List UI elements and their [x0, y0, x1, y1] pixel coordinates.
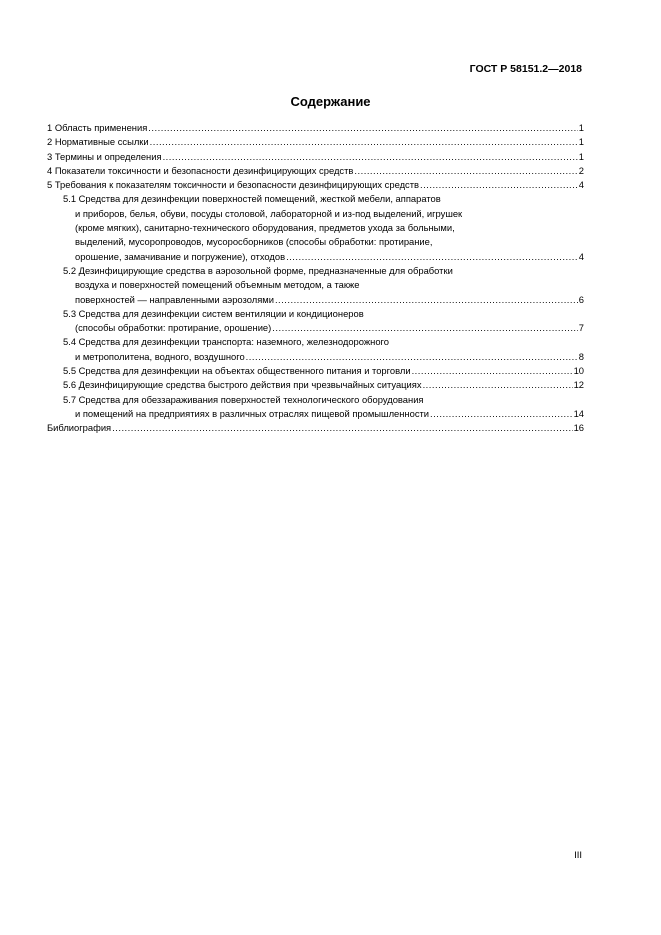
toc-entry-text: и помещений на предприятиях в различных отраслях пищевой промышленности [75, 407, 430, 419]
toc-entry[interactable] [47, 192, 584, 263]
toc-entry-text: 1 Область применения [47, 122, 148, 133]
toc-entry-text: 2 Нормативные ссылки [47, 136, 149, 148]
toc-entry-text: 5.3 Средства для дезинфекции систем вентиляции и кондиционеров [63, 307, 364, 319]
toc-entry-text: и приборов, белья, обуви, посуды столовой, лабораторной и из-под выделений, игрушек [75, 207, 463, 219]
toc-entry[interactable] [47, 150, 584, 164]
toc-page-number: 1 [578, 136, 584, 148]
toc-entry[interactable] [47, 264, 584, 307]
dot-leader [272, 321, 578, 335]
toc-entry-text: 4 Показатели токсичности и безопасности дезинфицирующих средств [47, 164, 354, 176]
toc-entry[interactable] [47, 393, 584, 422]
page-title: Содержание [290, 94, 371, 109]
dot-leader [430, 407, 573, 421]
toc-entry-text: и метрополитена, водного, воздушного [75, 350, 245, 362]
dot-leader [275, 293, 578, 307]
toc-entry-text: 5.4 Средства для дезинфекции транспорта: наземного, железнодорожного [63, 336, 389, 348]
toc-entry-text: 5.7 Средства для обеззараживания поверхностей технологического оборудования [63, 393, 424, 405]
toc-entry-text: орошение, замачивание и погружение), отходов [75, 250, 286, 262]
toc-page-number: 14 [573, 407, 584, 419]
toc-entry[interactable] [47, 307, 584, 336]
document-code: ГОСТ Р 58151.2—2018 [469, 63, 582, 75]
dot-leader [163, 150, 578, 164]
dot-leader [412, 364, 573, 378]
toc-entry-text: (кроме мягких), санитарно-технического оборудования, предметов ухода за больными, [75, 222, 455, 234]
table-of-contents [47, 121, 584, 436]
toc-entry[interactable] [47, 421, 584, 435]
toc-page-number: 1 [578, 122, 584, 133]
toc-page-number: 6 [578, 293, 584, 305]
toc-page-number: 4 [578, 250, 584, 262]
toc-entry[interactable] [47, 335, 584, 364]
dot-leader [354, 164, 577, 178]
toc-entry[interactable] [47, 378, 584, 392]
toc-page-number: 10 [573, 365, 584, 377]
page-number: III [574, 850, 582, 861]
dot-leader [148, 121, 577, 135]
dot-leader [286, 250, 578, 264]
toc-entry-text: Библиография [47, 422, 112, 434]
dot-leader [150, 135, 578, 149]
toc-page-number: 1 [578, 150, 584, 162]
toc-page-number: 12 [573, 379, 584, 391]
toc-entry[interactable] [47, 135, 584, 149]
toc-page-number: 2 [578, 164, 584, 176]
toc-page-number: 7 [578, 322, 584, 334]
toc-entry[interactable] [47, 364, 584, 378]
toc-entry[interactable] [47, 121, 584, 135]
dot-leader [420, 178, 578, 192]
toc-entry[interactable] [47, 178, 584, 192]
toc-entry-text: 5.5 Средства для дезинфекции на объектах общественного питания и торговли [63, 365, 411, 377]
toc-entry[interactable] [47, 164, 584, 178]
toc-page-number: 16 [573, 422, 584, 434]
dot-leader [112, 421, 572, 435]
toc-entry-text: (способы обработки: протирание, орошение) [75, 322, 272, 334]
toc-entry-text: поверхностей — направленными аэрозолями [75, 293, 274, 305]
toc-entry-text: 5.1 Средства для дезинфекции поверхностей помещений, жесткой мебели, аппаратов [63, 193, 441, 205]
toc-entry-text: 5.6 Дезинфицирующие средства быстрого действия при чрезвычайных ситуациях [63, 379, 422, 391]
toc-entry-text: 5.2 Дезинфицирующие средства в аэрозольной форме, предназначенные для обработки [63, 264, 453, 276]
toc-page-number: 4 [578, 179, 584, 191]
dot-leader [246, 350, 578, 364]
toc-entry-text: 5 Требования к показателям токсичности и безопасности дезинфицирующих средств [47, 179, 420, 191]
toc-page-number: 8 [578, 350, 584, 362]
dot-leader [423, 378, 573, 392]
toc-entry-text: воздуха и поверхностей помещений объемным методом, а также [75, 279, 360, 291]
toc-entry-text: выделений, мусоропроводов, мусоросборников (способы обработки: протирание, [75, 236, 433, 248]
toc-entry-text: 3 Термины и определения [47, 150, 162, 162]
